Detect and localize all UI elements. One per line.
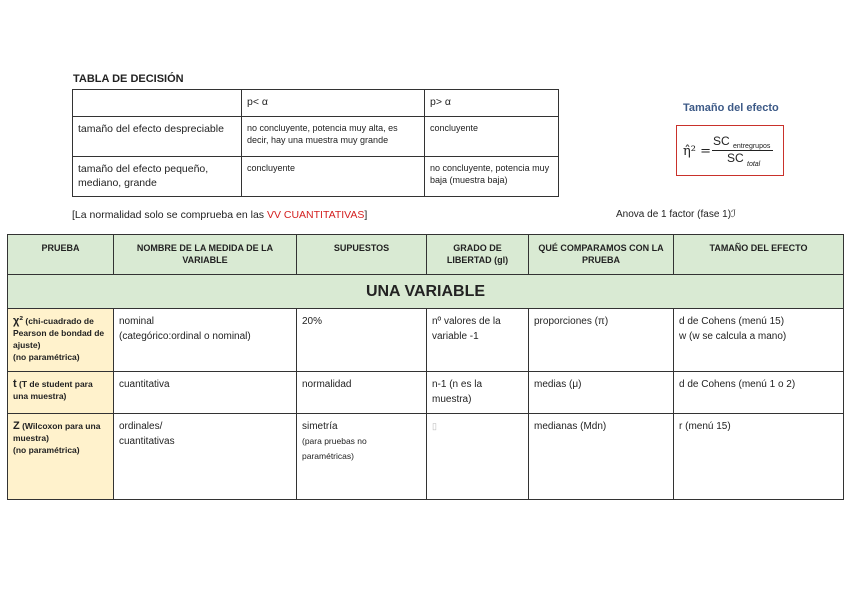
df-cell: n-1 (n es la muestra) <box>427 372 529 414</box>
column-header: SUPUESTOS <box>297 235 427 275</box>
decision-header-cell: p< α <box>242 90 425 117</box>
section-title: UNA VARIABLE <box>8 275 844 309</box>
measure-extra: (categórico:ordinal o nominal) <box>119 331 251 342</box>
assumptions-text: simetría <box>302 421 338 432</box>
column-header: PRUEBA <box>8 235 114 275</box>
compare-cell: proporciones (π) <box>529 309 674 372</box>
test-name: (T de student para una muestra) <box>13 379 93 401</box>
decision-table <box>72 89 559 197</box>
assumptions-text: normalidad <box>302 379 352 390</box>
test-name-cell <box>8 414 114 500</box>
effect-cell <box>674 309 844 372</box>
decision-header-row <box>73 90 559 117</box>
table-row <box>8 309 844 372</box>
column-header: TAMAÑO DEL EFECTO <box>674 235 844 275</box>
test-name: (chi-cuadrado de Pearson de bondad de ajuste) <box>13 316 105 350</box>
normality-note-highlight: VV CUANTITATIVAS <box>266 209 365 221</box>
assumptions-text: 20% <box>302 316 323 327</box>
effect-extra: w (w se calcula a mano) <box>679 331 787 342</box>
compare-cell: medias (μ) <box>529 372 674 414</box>
decision-table-title: TABLA DE DECISIÓN <box>73 73 184 85</box>
measure-extra: cuantitativas <box>119 436 175 447</box>
compare-cell: medianas (Mdn) <box>529 414 674 500</box>
formula-denominator: SC <box>727 151 744 165</box>
test-symbol: t <box>13 378 17 390</box>
normality-note-prefix: [La normalidad solo se comprueba en las <box>72 209 267 221</box>
decision-header-cell: p> α <box>425 90 559 117</box>
tests-table <box>7 234 844 500</box>
normality-note-suffix: ] <box>364 209 368 221</box>
formula-numerator-subscript: entregrupos <box>733 143 771 150</box>
column-header: NOMBRE DE LA MEDIDA DE LA VARIABLE <box>114 235 297 275</box>
decision-cell: no concluyente, potencia muy alta, es decir, hay una muestra muy grande <box>242 117 425 157</box>
assumptions-cell <box>297 372 427 414</box>
section-row <box>8 275 844 309</box>
test-name-cell <box>8 309 114 372</box>
table-row <box>8 414 844 500</box>
column-header: QUÉ COMPARAMOS CON LA PRUEBA <box>529 235 674 275</box>
decision-cell: tamaño del efecto pequeño, mediano, grande <box>73 157 242 197</box>
effect-cell <box>674 372 844 414</box>
measure-text: cuantitativa <box>119 379 170 390</box>
assumptions-cell <box>297 414 427 500</box>
test-name: (Wilcoxon para una muestra) <box>13 421 101 443</box>
effect-text: r (menú 15) <box>679 421 731 432</box>
decision-cell: tamaño del efecto despreciable <box>73 117 242 157</box>
df-cell: nº valores de la variable -1 <box>427 309 529 372</box>
test-symbol: χ² <box>13 315 23 327</box>
assumptions-extra: (para pruebas no paramétricas) <box>302 436 367 461</box>
formula-lhs: η̂² = <box>683 144 712 159</box>
anova-note: Anova de 1 factor (fase 1)ℐ <box>616 209 736 220</box>
test-extra: (no paramétrica) <box>13 352 80 362</box>
tests-header-row <box>8 235 844 275</box>
df-cell <box>427 414 529 500</box>
effect-size-formula <box>676 125 784 176</box>
effect-text: d de Cohens (menú 15) <box>679 316 785 327</box>
decision-cell: concluyente <box>425 117 559 157</box>
decision-cell: concluyente <box>242 157 425 197</box>
effect-cell <box>674 414 844 500</box>
effect-size-title: Tamaño del efecto <box>683 102 779 114</box>
measure-cell <box>114 309 297 372</box>
measure-cell <box>114 372 297 414</box>
test-symbol: Z <box>13 420 20 432</box>
decision-header-cell <box>73 90 242 117</box>
effect-text: d de Cohens (menú 1 o 2) <box>679 379 796 390</box>
test-extra: (no paramétrica) <box>13 445 80 455</box>
table-row <box>8 372 844 414</box>
formula-denominator-subscript: total <box>747 161 761 168</box>
normality-note <box>72 209 367 221</box>
test-name-cell <box>8 372 114 414</box>
measure-text: ordinales/ <box>119 421 163 432</box>
measure-cell <box>114 414 297 500</box>
decision-cell: no concluyente, potencia muy baja (muestra baja) <box>425 157 559 197</box>
formula-numerator: SC <box>713 134 730 148</box>
effect-size-formula-svg <box>677 126 783 175</box>
measure-text: nominal <box>119 316 155 327</box>
placeholder-glyph: ▯ <box>432 421 437 431</box>
column-header: GRADO DE LIBERTAD (gl) <box>427 235 529 275</box>
decision-row <box>73 157 559 197</box>
decision-row <box>73 117 559 157</box>
assumptions-cell <box>297 309 427 372</box>
